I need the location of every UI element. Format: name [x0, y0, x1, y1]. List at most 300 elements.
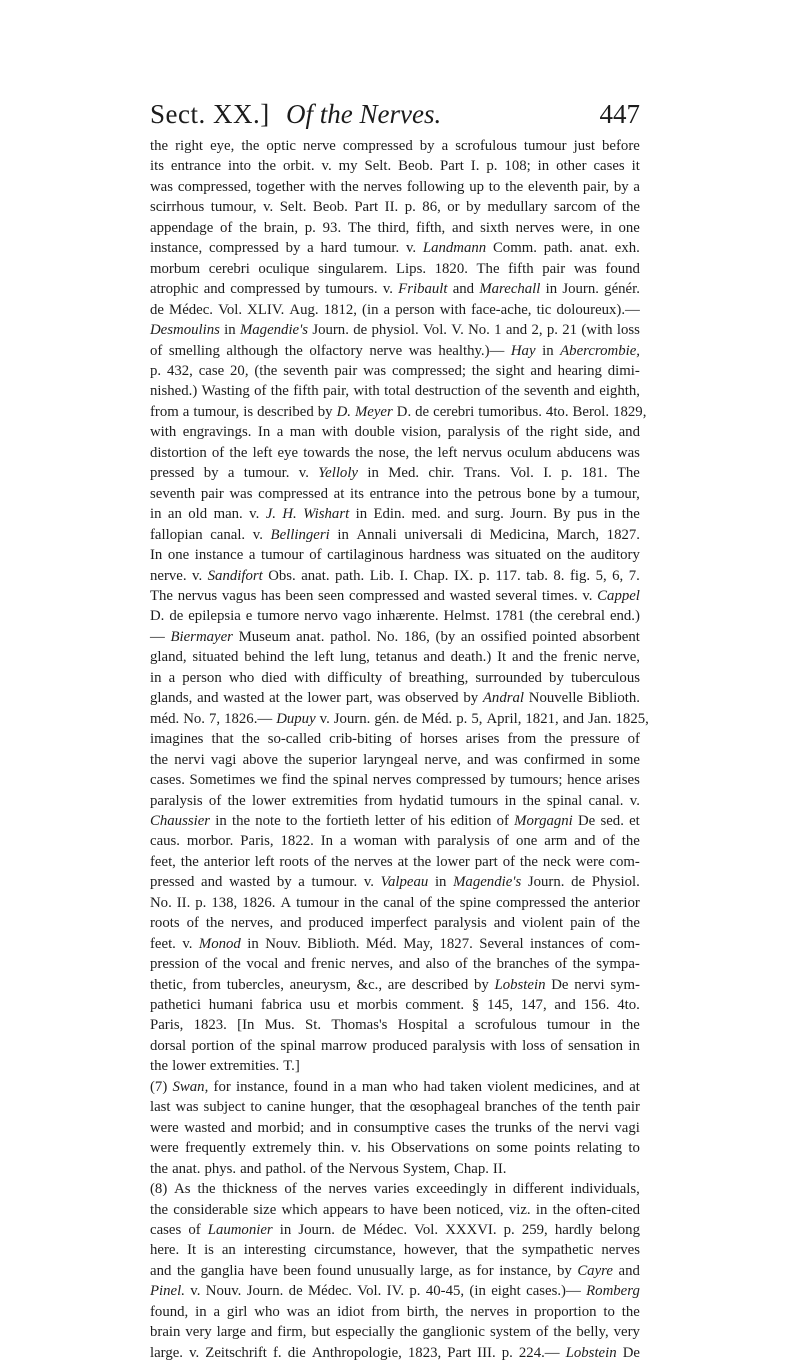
word: tumour. [353, 240, 400, 257]
word: last [150, 1099, 171, 1116]
word: absorbent [582, 628, 640, 645]
italic-word: Swan, [172, 1078, 209, 1095]
word: at [629, 1078, 640, 1095]
word: belly, [576, 1324, 609, 1341]
word: I. [543, 465, 552, 482]
word: by [419, 138, 435, 154]
text-line [150, 729, 640, 749]
word: medicines, [533, 1078, 598, 1095]
word: have [390, 1201, 418, 1218]
word: sed. [600, 812, 624, 829]
word: man. [213, 506, 243, 523]
word: pathol. [330, 628, 371, 645]
word: 5, [595, 567, 607, 584]
word: IX. [453, 567, 474, 584]
word: compressed [258, 485, 329, 502]
word: 1826.— [224, 710, 273, 727]
word: the [326, 1160, 345, 1177]
word: letter [374, 812, 406, 829]
word: Sometimes [189, 772, 256, 789]
word: arises [606, 772, 640, 789]
word: the [555, 1119, 574, 1136]
word: v. [190, 1283, 201, 1300]
word: tumours; [509, 772, 563, 789]
text-line [150, 402, 647, 422]
word: compressed; [391, 362, 466, 379]
word: dimi- [607, 362, 640, 379]
word: auditory [590, 547, 640, 564]
word: surg. [474, 506, 504, 523]
word: p. [561, 465, 573, 482]
word: an [460, 628, 475, 645]
word: roots [150, 915, 180, 932]
text-line [150, 934, 640, 954]
word: here. [150, 1242, 180, 1259]
word: medullary [487, 199, 548, 216]
text-line [150, 688, 640, 708]
word: the [303, 1181, 322, 1198]
word: 1820. [434, 260, 468, 277]
word: paralysis [437, 833, 490, 850]
italic-word: Bellingeri [270, 526, 330, 543]
word: end.) [609, 608, 640, 625]
word: by [317, 403, 333, 420]
word: surrounded [475, 669, 542, 686]
word: that [211, 731, 234, 748]
word: II. [492, 1160, 507, 1177]
word: instance, [236, 1078, 289, 1095]
word: morbis [356, 997, 398, 1014]
word: Hospital [397, 1017, 448, 1034]
word: of [399, 731, 412, 748]
word: in [545, 281, 558, 298]
word: tumour [523, 138, 567, 154]
word: who [392, 1078, 419, 1095]
text-line [150, 954, 640, 974]
word: tetanus [375, 649, 418, 666]
word: A [280, 894, 292, 911]
word: in [195, 1303, 207, 1320]
word: § [471, 997, 480, 1014]
word: of [455, 956, 468, 973]
word: the [413, 853, 432, 870]
word: exh. [614, 240, 640, 257]
word: 224.— [518, 1344, 560, 1361]
word: of [211, 444, 225, 461]
word: and [203, 281, 226, 298]
word: the [414, 444, 433, 461]
word: p. [456, 710, 468, 727]
word: in [279, 1222, 292, 1239]
word: note [255, 812, 281, 829]
word: die [287, 1344, 306, 1361]
word: of [506, 424, 520, 441]
word: tumoribus. [478, 403, 542, 420]
text-line [150, 1240, 640, 1260]
word: cases [150, 1222, 182, 1239]
word: in [434, 874, 447, 891]
word: observed [405, 690, 459, 707]
word: to [628, 1140, 640, 1157]
word: tenth [582, 1099, 613, 1116]
word: thickness [222, 1181, 278, 1198]
word: arm [544, 833, 568, 850]
word: the [257, 1037, 276, 1054]
word: loss [616, 322, 640, 339]
word: and [197, 690, 219, 707]
text-line [150, 606, 640, 626]
word: [In [237, 1017, 255, 1034]
word: in [224, 322, 236, 339]
word: et [338, 997, 349, 1014]
word: tumour, [210, 199, 257, 216]
word: edition [450, 812, 492, 829]
word: seventh [150, 485, 196, 502]
word: Médec. [169, 301, 214, 318]
word: cases [434, 1119, 466, 1136]
word: 1829, [613, 403, 647, 420]
word: its [150, 158, 164, 175]
word: instance, [150, 240, 203, 257]
word: confirmed [523, 751, 585, 768]
word: Paris, [240, 833, 274, 850]
word: and [512, 649, 534, 666]
word: v. [298, 465, 309, 482]
word: Jan. [588, 710, 612, 727]
word: by [285, 240, 301, 257]
word: with [293, 669, 321, 686]
word: was [229, 485, 253, 502]
word: the [505, 178, 524, 195]
word: of [220, 219, 233, 236]
word: the [525, 424, 544, 441]
word: on [475, 1140, 491, 1157]
word: pathetici [150, 997, 201, 1014]
word: different [512, 1181, 564, 1198]
word: Méd. [421, 710, 453, 727]
word: de [571, 874, 586, 891]
word: to [603, 1303, 615, 1320]
word: path. [335, 567, 365, 584]
italic-word: Meyer [354, 403, 393, 420]
word: very [613, 1324, 640, 1341]
word: In [257, 424, 271, 441]
word: hydatid [399, 792, 444, 809]
word: the [360, 894, 379, 911]
text-line [150, 750, 640, 770]
word: by [561, 485, 577, 502]
word: in [542, 342, 554, 359]
word: and [398, 956, 421, 973]
word: a [339, 833, 347, 850]
word: in [599, 1017, 612, 1034]
word: spine [459, 894, 491, 911]
text-line [150, 341, 640, 361]
word: wasted [229, 874, 271, 891]
word: vagus [221, 587, 257, 604]
word: the [621, 833, 640, 850]
word: Wasting [201, 383, 250, 400]
word: sixth [480, 219, 509, 236]
word: 21 [562, 322, 578, 339]
word: situated [495, 547, 542, 564]
word: the [386, 1099, 405, 1116]
word: e [245, 608, 253, 625]
word: size [253, 1201, 277, 1218]
word: hunger, [310, 1099, 355, 1116]
word: tumour. [311, 874, 358, 891]
word: is [204, 1242, 214, 1259]
word: the [239, 219, 258, 236]
word: loss [522, 1037, 546, 1054]
word: hardly [554, 1222, 593, 1239]
word: 1822. [280, 833, 314, 850]
word: entrance [369, 485, 420, 502]
word: Mus. [264, 1017, 295, 1034]
word: hearing [557, 362, 602, 379]
word: path. [543, 240, 573, 257]
word: the [150, 1058, 169, 1075]
word: the [454, 485, 473, 502]
word: an [167, 506, 182, 523]
word: tumour, [594, 485, 640, 502]
word: the [495, 1242, 515, 1259]
word: are [387, 976, 406, 993]
word: its [349, 485, 364, 502]
word: v. [350, 1140, 362, 1157]
word: a [458, 1017, 465, 1034]
word: oculique [258, 260, 310, 277]
word: the [539, 649, 558, 666]
word: tumour [296, 894, 339, 911]
text-line [150, 1179, 640, 1199]
word: especially [335, 1324, 395, 1341]
word: 186, [403, 628, 430, 645]
word: nerves [601, 1242, 640, 1259]
word: caus. [150, 833, 180, 850]
word: been [283, 1262, 312, 1279]
word: taken [449, 1078, 482, 1095]
word: singularem. [317, 260, 388, 277]
word: fig. [569, 567, 591, 584]
word: paralysis [434, 915, 487, 932]
italic-word: Fribault [398, 281, 448, 298]
word: often-cited [575, 1201, 640, 1218]
text-line [150, 975, 640, 995]
text-line [150, 1097, 640, 1117]
word: v. [382, 281, 393, 298]
text-line [150, 156, 640, 176]
word: above [242, 751, 278, 768]
word: also [425, 956, 450, 973]
word: of [239, 1037, 252, 1054]
word: Lips. [396, 260, 427, 277]
word: cases [593, 158, 625, 175]
word: inhærente. [376, 608, 439, 625]
word: superior [308, 751, 357, 768]
word: noticed, [456, 1201, 504, 1218]
word: XXXVI. [445, 1222, 497, 1239]
word: extremities. [209, 1058, 280, 1075]
italic-word: Dupuy [276, 710, 316, 727]
page-number: 447 [599, 99, 640, 129]
word: Journ. [510, 506, 547, 523]
word: Médec. [307, 1283, 352, 1300]
word: and [423, 649, 445, 666]
word: p. [150, 362, 162, 379]
word: from [150, 403, 179, 420]
word: méd. [150, 710, 180, 727]
word: a [298, 874, 305, 891]
word: anat. [296, 628, 325, 645]
word: Médec. [363, 1222, 408, 1239]
word: De [551, 976, 569, 993]
word: Journ. [298, 1222, 335, 1239]
word: pair, [582, 178, 610, 195]
word: morbum [150, 260, 201, 277]
word: of [590, 935, 604, 952]
word: glands, [150, 690, 193, 707]
word: Observations [391, 1140, 470, 1157]
word: the [621, 199, 640, 216]
word: ganglionic [422, 1324, 485, 1341]
word: which [281, 1201, 318, 1218]
word: 117. [495, 567, 521, 584]
word: f. [272, 1344, 282, 1361]
word: v. [182, 935, 193, 952]
word: the [519, 853, 538, 870]
word: tubercles, [226, 976, 284, 993]
text-line [150, 1036, 640, 1056]
word: was [616, 444, 640, 461]
word: chir. [428, 465, 455, 482]
word: exceedingly [416, 1181, 488, 1198]
word: a [182, 403, 190, 420]
italic-word: H. [282, 506, 297, 523]
word: anat. [579, 240, 609, 257]
word: right [175, 138, 204, 154]
word: (8) [150, 1181, 168, 1198]
word: nerves [515, 219, 555, 236]
word: with [490, 1037, 517, 1054]
word: right [550, 424, 579, 441]
word: eye, [210, 138, 235, 154]
word: ganglia [200, 1262, 245, 1279]
word: in [215, 812, 227, 829]
word: by [549, 669, 564, 686]
text-line [150, 1138, 640, 1158]
word: the [553, 1324, 572, 1341]
word: Lib. [369, 567, 394, 584]
section-label: Sect. XX.] [150, 99, 270, 129]
word: May, [403, 935, 434, 952]
word: gland, [150, 649, 187, 666]
word: branches [484, 1099, 538, 1116]
word: Journ. [312, 322, 349, 339]
word: ossified [480, 628, 527, 645]
word: sympathetic [521, 1242, 594, 1259]
word: in [537, 158, 550, 175]
word: of [188, 1222, 201, 1239]
word: smelling [168, 342, 220, 359]
word: on [546, 547, 562, 564]
word: in [337, 526, 349, 543]
word: Obs. [268, 567, 296, 584]
word: canal. [210, 526, 246, 543]
word: St. [305, 1017, 322, 1034]
word: Nervous [348, 1160, 399, 1177]
word: eight [491, 1283, 521, 1300]
word: of [496, 833, 510, 850]
word: and [493, 915, 516, 932]
word: marrow [321, 1037, 368, 1054]
text-line [150, 1056, 640, 1076]
chapter-title: Of the Nerves. [286, 99, 442, 129]
word: 156. [583, 997, 610, 1014]
word: crib-biting [329, 731, 392, 748]
word: been [423, 1201, 452, 1218]
word: of [186, 915, 199, 932]
word: tuberculous [570, 669, 640, 686]
word: Physiol. [591, 874, 640, 891]
text-line [150, 177, 640, 197]
word: pus [576, 506, 598, 523]
word: sensation [567, 1037, 624, 1054]
word: the [150, 1160, 169, 1177]
text-line [150, 1220, 640, 1240]
word: nerves [328, 1181, 368, 1198]
word: vagi [210, 751, 237, 768]
word: my [338, 158, 358, 175]
word: birth, [406, 1303, 439, 1320]
word: génér. [604, 281, 640, 298]
word: of [410, 812, 423, 829]
word: de [403, 710, 418, 727]
word: of [537, 1119, 550, 1136]
word: No. [183, 710, 205, 727]
word: v. [249, 506, 260, 523]
word: comment. [405, 997, 465, 1014]
word: usu [309, 997, 331, 1014]
word: feet. [150, 935, 176, 952]
word: and [618, 424, 640, 441]
word: Part [440, 158, 464, 175]
word: orbit. [282, 158, 315, 175]
word: de [353, 322, 368, 339]
word: violent [487, 1078, 529, 1095]
word: canine [266, 1099, 306, 1116]
word: hence [567, 772, 602, 789]
word: and [452, 281, 475, 298]
text-line [150, 913, 640, 933]
word: 147, [520, 997, 547, 1014]
word: sight [495, 362, 525, 379]
word: vision, [401, 424, 442, 441]
word: v. [192, 567, 203, 584]
word: circumstance, [314, 1242, 396, 1259]
word: morbor. [186, 833, 234, 850]
word: of [602, 915, 615, 932]
word: 108; [504, 158, 531, 175]
word: v. [319, 710, 330, 727]
word: and [309, 1119, 332, 1136]
word: the [290, 649, 309, 666]
word: a [307, 240, 314, 257]
text-line [150, 484, 640, 504]
word: tumour [546, 1017, 590, 1034]
word: — [150, 628, 165, 645]
word: the [150, 751, 169, 768]
